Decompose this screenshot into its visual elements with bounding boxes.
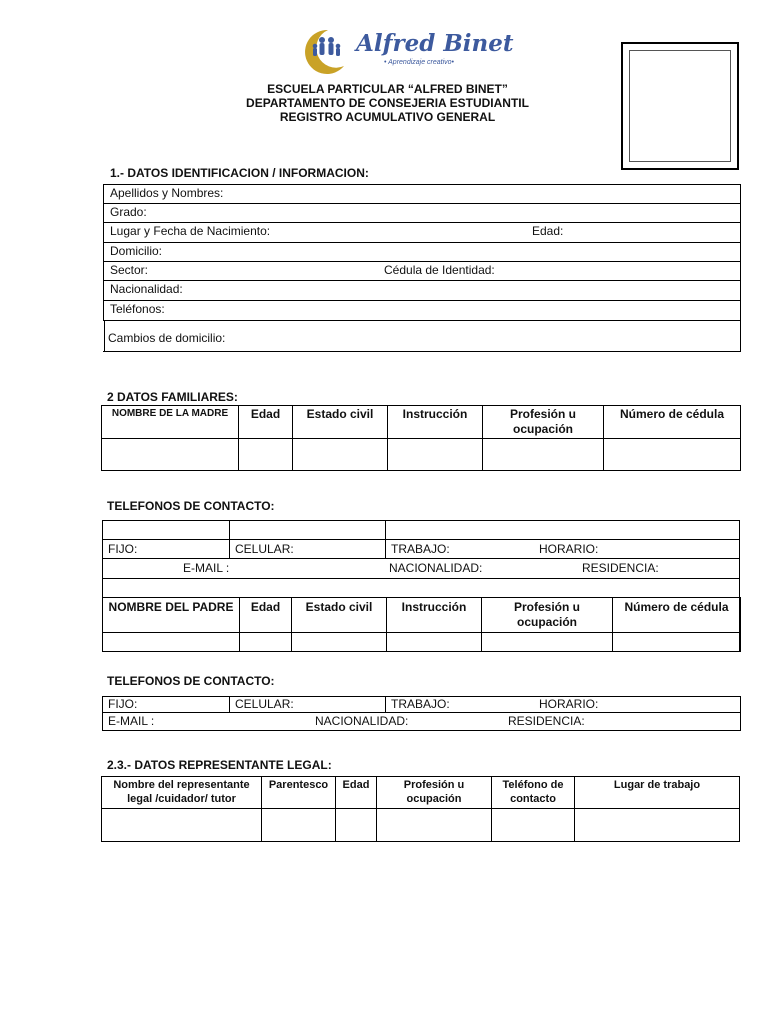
input-edad-padre[interactable] xyxy=(240,633,292,652)
document-title: REGISTRO ACUMULATIVO GENERAL xyxy=(279,110,496,124)
mother-table xyxy=(101,405,741,471)
label-fijo: FIJO: xyxy=(108,542,138,556)
photo-box xyxy=(621,42,739,170)
header-nombre-padre: NOMBRE DEL PADRE xyxy=(103,598,240,633)
input-lugar-trabajo[interactable] xyxy=(575,809,740,842)
header-nombre-representante: Nombre del representante legal /cuidador/ tutor xyxy=(102,777,262,809)
input-cedula-padre[interactable] xyxy=(613,633,741,652)
header-parentesco: Parentesco xyxy=(262,777,336,809)
header-edad-rep: Edad xyxy=(336,777,377,809)
label-trabajo-2: TRABAJO: xyxy=(391,697,450,711)
field-cambios: Cambios de domicilio: xyxy=(108,331,226,345)
label-email: E-MAIL : xyxy=(183,561,230,575)
header-telefono: Teléfono de contacto xyxy=(492,777,575,809)
section3-title: 2.3.- DATOS REPRESENTANTE LEGAL: xyxy=(107,758,332,772)
input-estado-civil[interactable] xyxy=(293,439,388,471)
label-trabajo: TRABAJO: xyxy=(391,542,450,556)
header-estado-civil-padre: Estado civil xyxy=(292,598,387,633)
input-estado-civil-padre[interactable] xyxy=(292,633,387,652)
header-lugar-trabajo: Lugar de trabajo xyxy=(575,777,740,809)
input-telefono[interactable] xyxy=(492,809,575,842)
input-nombre-madre[interactable] xyxy=(102,439,239,471)
input-nombre-padre[interactable] xyxy=(103,633,240,652)
photo-frame xyxy=(629,50,731,162)
school-name: ESCUELA PARTICULAR “ALFRED BINET” xyxy=(267,82,508,96)
header-cedula: Número de cédula xyxy=(604,406,741,439)
logo-moon-family-icon xyxy=(298,26,350,76)
header-cedula-padre: Número de cédula xyxy=(613,598,741,633)
field-sector: Sector: xyxy=(110,263,149,277)
label-email-2: E-MAIL : xyxy=(108,714,155,728)
field-nacionalidad: Nacionalidad: xyxy=(110,282,183,296)
input-cedula[interactable] xyxy=(604,439,741,471)
label-residencia-2: RESIDENCIA: xyxy=(508,714,585,728)
input-edad-rep[interactable] xyxy=(336,809,377,842)
label-fijo-2: FIJO: xyxy=(108,697,138,711)
father-table xyxy=(102,597,741,652)
label-nacionalidad: NACIONALIDAD: xyxy=(389,561,483,575)
input-profesion-rep[interactable] xyxy=(377,809,492,842)
logo-text: Alfred Binet xyxy=(356,30,514,57)
header-estado-civil: Estado civil xyxy=(293,406,388,439)
input-instruccion-padre[interactable] xyxy=(387,633,482,652)
header-profesion: Profesión u ocupación xyxy=(483,406,604,439)
logo-tagline: • Aprendizaje creativo• xyxy=(384,59,455,66)
header-profesion-padre: Profesión u ocupación xyxy=(482,598,613,633)
input-parentesco[interactable] xyxy=(262,809,336,842)
header-edad-padre: Edad xyxy=(240,598,292,633)
label-celular: CELULAR: xyxy=(235,542,294,556)
input-profesion[interactable] xyxy=(483,439,604,471)
field-grado: Grado: xyxy=(110,205,147,219)
label-horario: HORARIO: xyxy=(539,542,599,556)
input-instruccion[interactable] xyxy=(388,439,483,471)
input-nombre-representante[interactable] xyxy=(102,809,262,842)
department-name: DEPARTAMENTO DE CONSEJERIA ESTUDIANTIL xyxy=(246,96,529,110)
section1-title: 1.- DATOS IDENTIFICACION / INFORMACION: xyxy=(110,166,369,180)
field-lugar: Lugar y Fecha de Nacimiento: xyxy=(110,224,271,238)
representative-table xyxy=(101,776,740,842)
contact-block-2 xyxy=(102,696,741,731)
label-celular-2: CELULAR: xyxy=(235,697,294,711)
header-nombre-madre: NOMBRE DE LA MADRE xyxy=(102,406,239,439)
identification-table xyxy=(103,184,741,352)
field-telefonos: Teléfonos: xyxy=(110,302,165,316)
header-edad: Edad xyxy=(239,406,293,439)
field-apellidos: Apellidos y Nombres: xyxy=(110,186,224,200)
header-instruccion: Instrucción xyxy=(388,406,483,439)
contact-title-2: TELEFONOS DE CONTACTO: xyxy=(107,674,275,688)
header-profesion-rep: Profesión u ocupación xyxy=(377,777,492,809)
field-domicilio: Domicilio: xyxy=(110,244,163,258)
section2-title: 2 DATOS FAMILIARES: xyxy=(107,390,238,404)
label-nacionalidad-2: NACIONALIDAD: xyxy=(315,714,409,728)
label-residencia: RESIDENCIA: xyxy=(582,561,659,575)
input-edad[interactable] xyxy=(239,439,293,471)
contact-title-1: TELEFONOS DE CONTACTO: xyxy=(107,499,275,513)
header-instruccion-padre: Instrucción xyxy=(387,598,482,633)
label-horario-2: HORARIO: xyxy=(539,697,599,711)
input-profesion-padre[interactable] xyxy=(482,633,613,652)
field-edad: Edad: xyxy=(532,224,564,238)
field-cedula: Cédula de Identidad: xyxy=(384,263,495,277)
school-logo xyxy=(298,26,514,76)
